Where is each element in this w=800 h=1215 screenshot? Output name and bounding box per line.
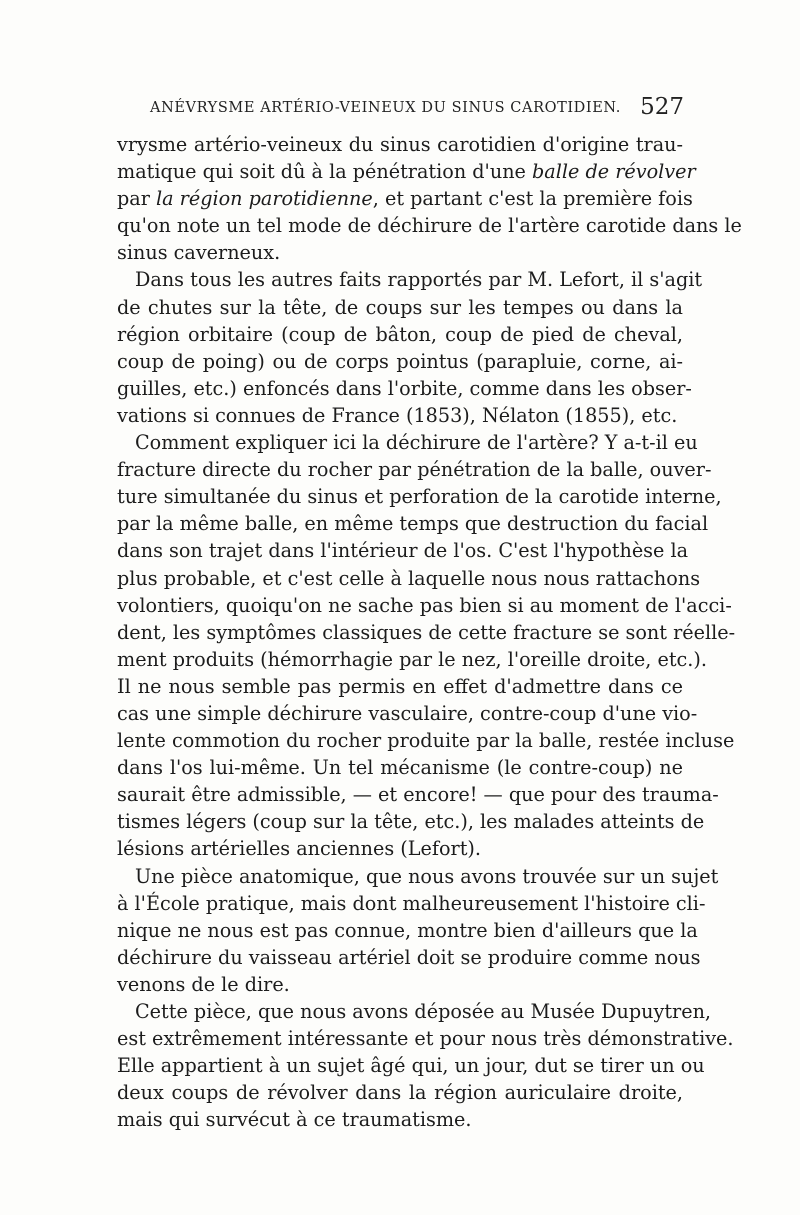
text-line: tismes légers (coup sur la tête, etc.), les malades atteints de: [117, 810, 705, 834]
text-line: fracture directe du rocher par pénétration de la balle, ouver-: [117, 458, 712, 482]
italic-phrase: balle de révolver: [532, 160, 696, 184]
body-text: [117, 131, 742, 1133]
text-line: lente commotion du rocher produite par la balle, restée incluse: [117, 729, 735, 753]
text-line: sinus caverneux.: [117, 241, 281, 265]
paragraph: [117, 429, 736, 863]
page-header: [150, 94, 684, 124]
text-line: ture simultanée du sinus et perforation de la carotide interne,: [117, 485, 722, 509]
text-line: deux coups de révolver dans la région auriculaire droite,: [117, 1081, 683, 1105]
text-line: de chutes sur la tête, de coups sur les tempes ou dans la: [117, 295, 683, 319]
paragraph: [117, 863, 719, 998]
paragraph: [117, 998, 734, 1133]
text-line: qu'on note un tel mode de déchirure de l'artère carotide dans le: [117, 214, 742, 238]
text-line: lésions artérielles anciennes (Lefort).: [117, 837, 482, 861]
text-line: venons de le dire.: [117, 972, 290, 996]
paragraph: [117, 131, 742, 266]
text-line: par la même balle, en même temps que destruction du facial: [117, 512, 709, 536]
text-line: Une pièce anatomique, que nous avons trouvée sur un sujet: [135, 864, 719, 888]
text-line: dans l'os lui-même. Un tel mécanisme (le contre-coup) ne: [117, 756, 683, 780]
text-line: est extrêmement intéressante et pour nous très démonstrative.: [117, 1027, 734, 1051]
text-line: déchirure du vaisseau artériel doit se produire comme nous: [117, 945, 701, 969]
text-line: volontiers, quoiqu'on ne sache pas bien si au moment de l'acci-: [117, 593, 732, 617]
text-line: Cette pièce, que nous avons déposée au Musée Dupuytren,: [135, 1000, 712, 1023]
text-line: mais qui survécut à ce traumatisme.: [117, 1108, 472, 1132]
text-line: Elle appartient à un sujet âgé qui, un jour, dut se tirer un ou: [117, 1054, 705, 1078]
text-line: matique qui soit dû à la pénétration d'une balle de révolver: [117, 160, 696, 184]
text-line: nique ne nous est pas connue, montre bien d'ailleurs que la: [117, 918, 698, 942]
text-line: Il ne nous semble pas permis en effet d'admettre dans ce: [117, 674, 683, 698]
text-line: coup de poing) ou de corps pointus (parapluie, corne, ai-: [117, 349, 683, 373]
text-line: Dans tous les autres faits rapportés par M. Lefort, il s'agit: [135, 268, 703, 292]
text-line: par la région parotidienne, et partant c'est la première fois: [117, 187, 693, 211]
text-line: dans son trajet dans l'intérieur de l'os. C'est l'hypothèse la: [117, 539, 689, 563]
text-line: saurait être admissible, — et encore! — que pour des trauma-: [117, 783, 719, 807]
page-number: 527: [640, 94, 684, 120]
text-line: à l'École pratique, mais dont malheureusement l'histoire cli-: [117, 891, 706, 915]
text-line: cas une simple déchirure vasculaire, contre-coup d'une vio-: [117, 701, 698, 725]
paragraph: [117, 266, 703, 429]
text-line: Comment expliquer ici la déchirure de l'artère? Y a-t-il eu: [135, 431, 698, 455]
text-line: vations si connues de France (1853), Nélaton (1855), etc.: [117, 403, 678, 427]
text-line: ment produits (hémorrhagie par le nez, l'oreille droite, etc.).: [117, 647, 707, 671]
text-line: plus probable, et c'est celle à laquelle nous nous rattachons: [117, 566, 701, 590]
text-line: guilles, etc.) enfoncés dans l'orbite, comme dans les obser-: [117, 376, 692, 400]
italic-phrase: la région parotidienne: [156, 187, 373, 211]
text-line: dent, les symptômes classiques de cette fracture se sont réelle-: [117, 620, 736, 644]
text-line: région orbitaire (coup de bâton, coup de pied de cheval,: [117, 322, 683, 346]
text-line: vrysme artério-veineux du sinus carotidien d'origine trau-: [117, 133, 683, 156]
running-title: ANÉVRYSME ARTÉRIO-VEINEUX DU SINUS CAROTIDIEN.: [150, 100, 621, 116]
